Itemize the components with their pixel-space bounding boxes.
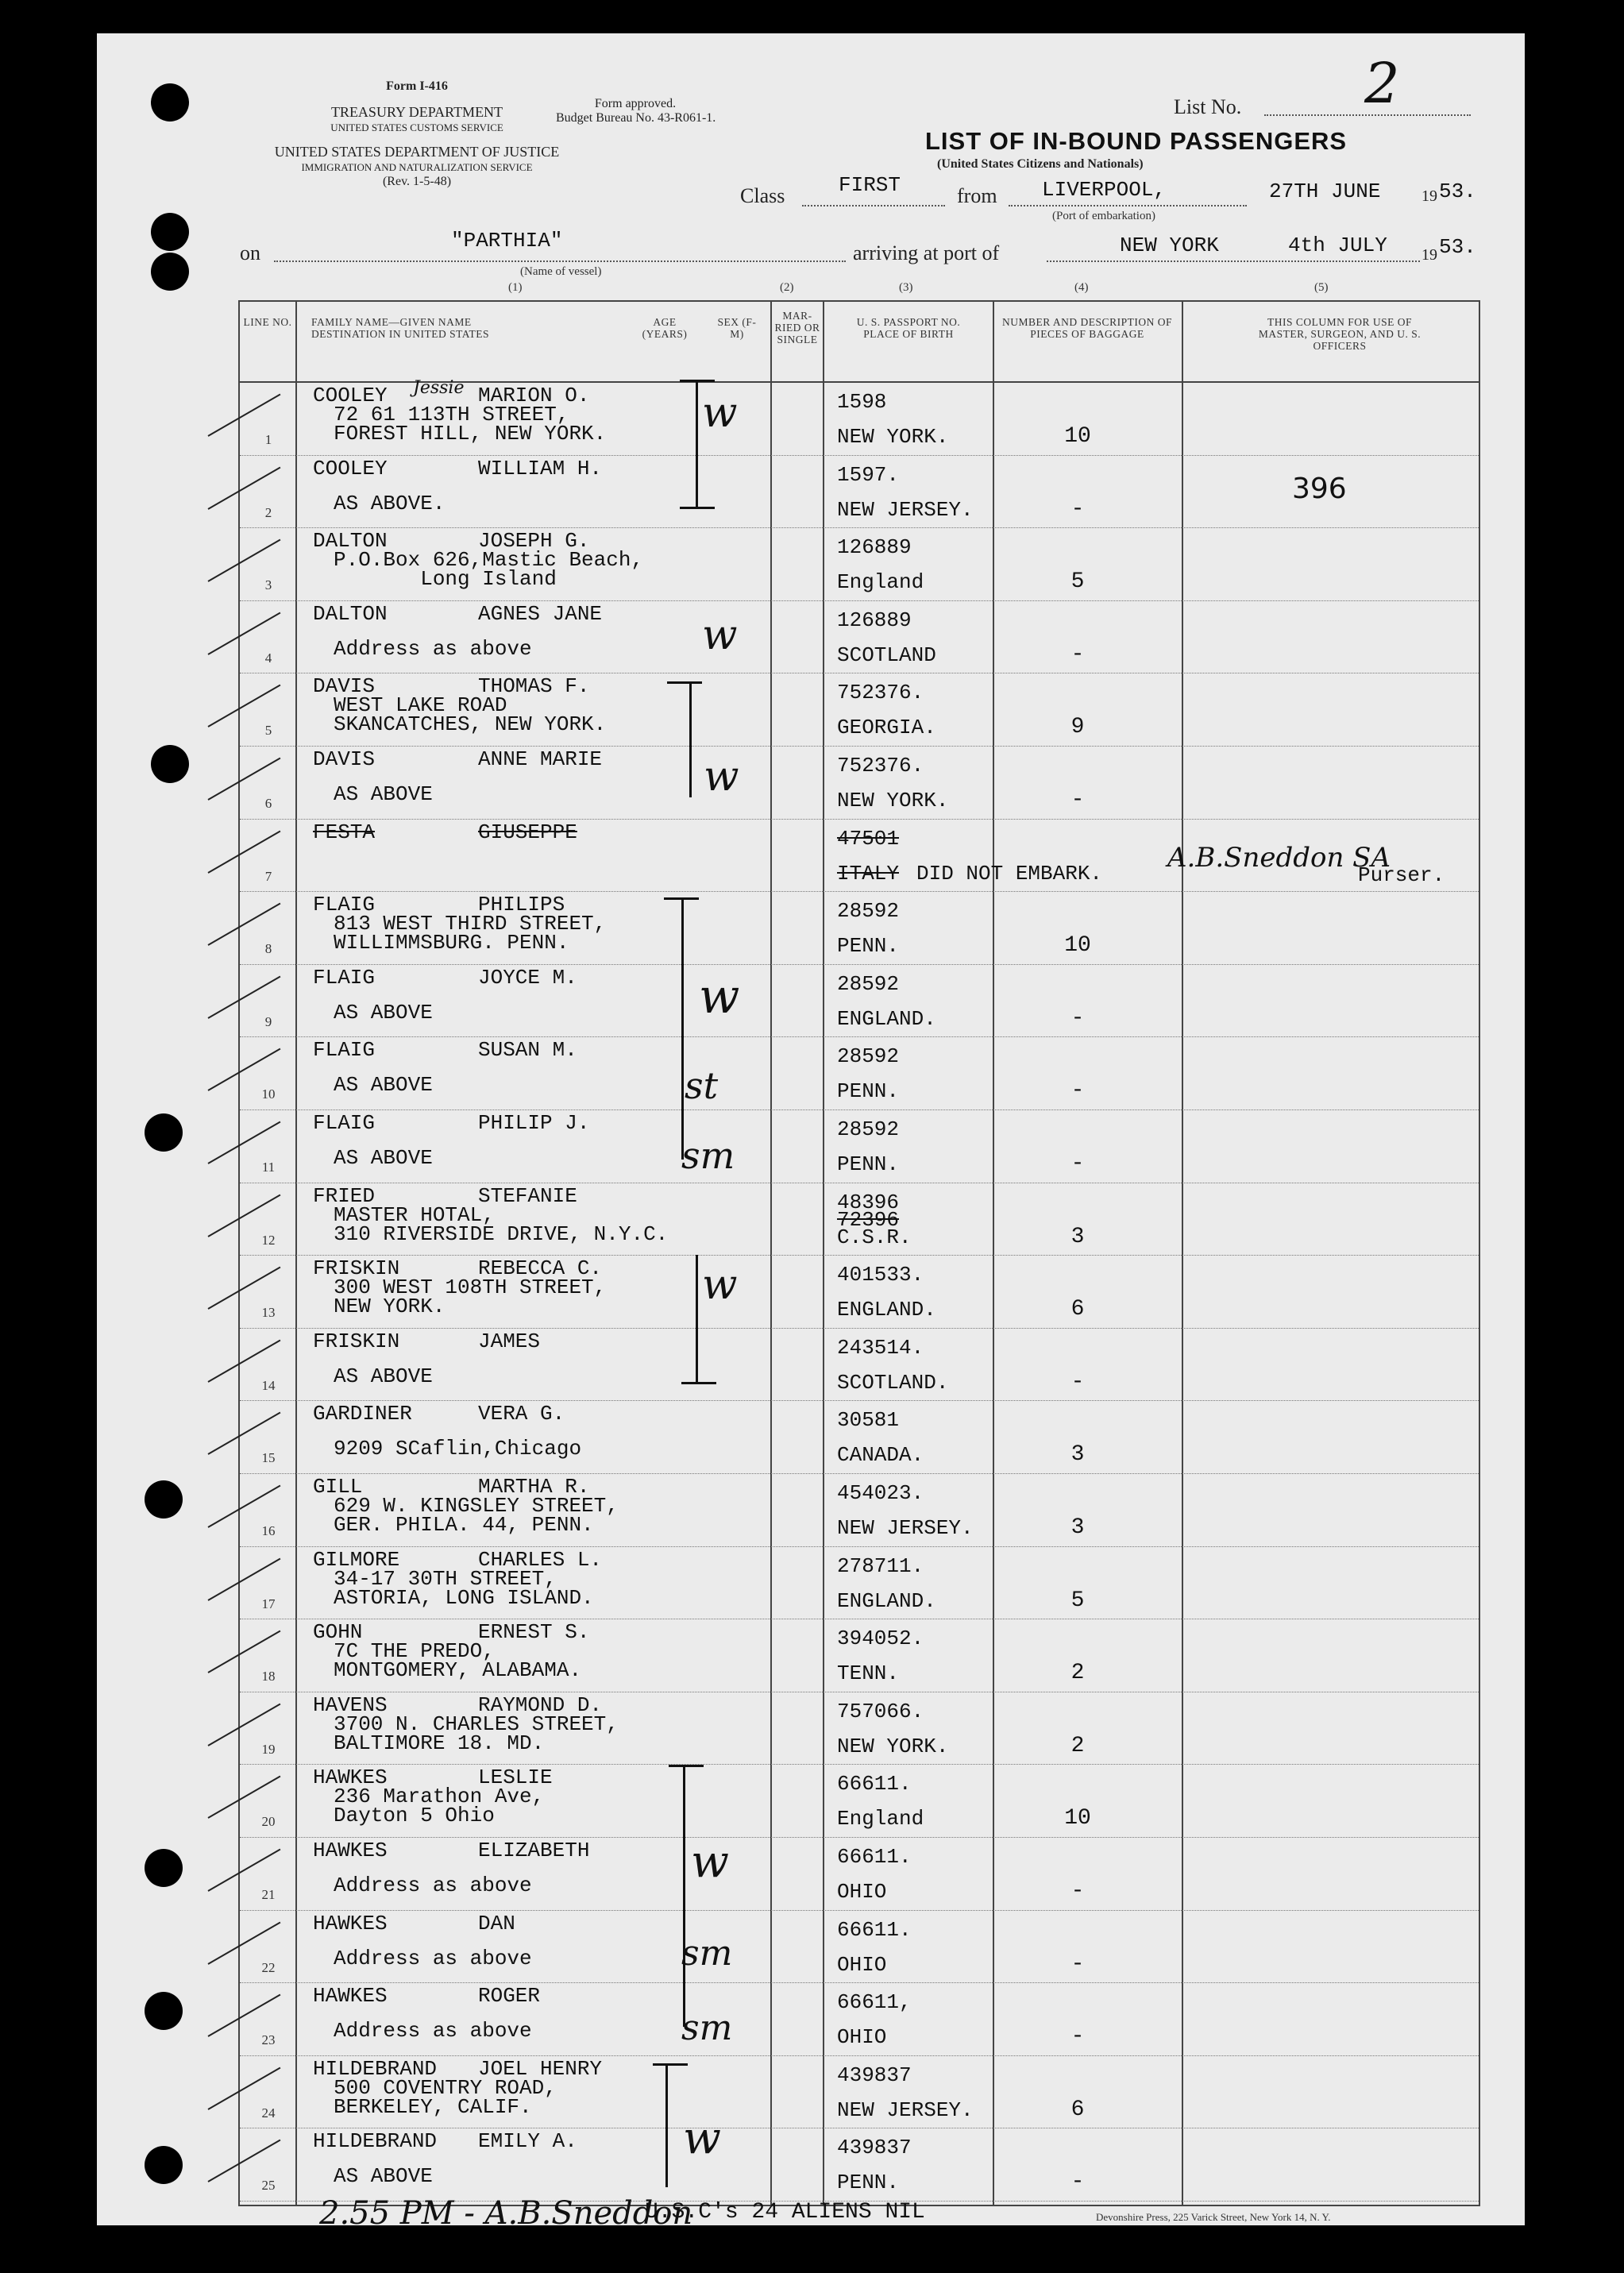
handwritten-given-name: Jessie xyxy=(413,378,465,398)
purser-signature: A.B.Sneddon SA xyxy=(1167,841,1391,874)
form-rev: (Rev. 1-5-48) xyxy=(382,175,452,188)
table-row xyxy=(240,601,1479,674)
arrival-line xyxy=(1047,260,1420,262)
line-number: 5 xyxy=(264,723,272,739)
form-approved: Form approved. xyxy=(594,97,677,110)
baggage-count: - xyxy=(1070,1879,1085,1904)
address-line-2: AS ABOVE xyxy=(334,2164,433,2189)
passport-number: 126889 xyxy=(837,608,912,632)
col-num-3: (3) xyxy=(899,281,913,294)
place-of-birth: PENN. xyxy=(837,934,900,959)
table-row xyxy=(240,965,1479,1038)
header-line-no: LINE NO. xyxy=(243,316,292,328)
list-no-label: List No. xyxy=(1174,95,1242,118)
given-name: DAN xyxy=(478,1911,515,1935)
baggage-count: 5 xyxy=(1070,1588,1085,1613)
place-of-birth: ITALY xyxy=(837,861,900,886)
family-name: HAWKES xyxy=(313,1766,388,1790)
place-of-birth: NEW YORK. xyxy=(837,425,949,449)
baggage-count: 10 xyxy=(1064,424,1091,449)
bracket-mark xyxy=(653,2063,688,2066)
address-line-2: GER. PHILA. 44, PENN. xyxy=(334,1513,594,1537)
col-num-4: (4) xyxy=(1074,281,1089,294)
budget-bureau: Budget Bureau No. 43-R061-1. xyxy=(556,111,716,125)
baggage-count: - xyxy=(1070,788,1085,812)
family-name: FRISKIN xyxy=(313,1256,400,1281)
address-line-2: NEW YORK. xyxy=(334,1295,446,1319)
line-number: 7 xyxy=(264,868,272,884)
family-name: FESTA xyxy=(313,820,376,844)
bottom-handwritten: 2.55 PM - A.B.Sneddon xyxy=(319,2195,693,2232)
baggage-count: - xyxy=(1070,2170,1085,2195)
given-name: THOMAS F. xyxy=(478,674,590,699)
place-of-birth: ENGLAND. xyxy=(837,1298,936,1322)
binder-hole xyxy=(151,83,189,122)
family-name: GOHN xyxy=(313,1620,363,1645)
family-name: HAWKES xyxy=(313,1984,388,2009)
document-title: LIST OF IN-BOUND PASSENGERS xyxy=(925,127,1348,155)
port-embark-line xyxy=(1009,205,1247,206)
binder-hole xyxy=(145,1113,183,1152)
justice-dept: UNITED STATES DEPARTMENT OF JUSTICE xyxy=(274,144,560,160)
family-name: DAVIS xyxy=(313,674,376,699)
bottom-citizens-count: U.S.C's 24 ALIENS NIL xyxy=(645,2200,925,2225)
baggage-count: 5 xyxy=(1070,569,1085,595)
bracket-mark xyxy=(696,380,698,507)
address-line-1: 500 COVENTRY ROAD, xyxy=(334,2075,557,2100)
family-name: HAWKES xyxy=(313,1911,388,1935)
arrival-date: 4th JULY xyxy=(1288,233,1387,257)
baggage-count: 3 xyxy=(1070,1224,1085,1249)
header-sex: SEX (F-M) xyxy=(717,316,757,340)
on-label: on xyxy=(240,241,260,264)
given-name: ROGER xyxy=(478,1984,541,2009)
bracket-mark xyxy=(683,1765,685,2027)
line-number: 6 xyxy=(264,796,272,811)
sex-mark-w: w xyxy=(702,1261,738,1309)
table-row xyxy=(240,2056,1479,2129)
table-row xyxy=(240,378,1479,456)
line-number: 15 xyxy=(261,1450,276,1466)
address-line-2: SKANCATCHES, NEW YORK. xyxy=(334,712,607,737)
given-name: ERNEST S. xyxy=(478,1620,590,1645)
passport-number: 394052. xyxy=(837,1627,924,1651)
baggage-count: - xyxy=(1070,1152,1085,1176)
vessel-line xyxy=(274,260,846,262)
line-number: 21 xyxy=(261,1887,276,1902)
address-line-1: 629 W. KINGSLEY STREET, xyxy=(334,1494,619,1518)
arrival-year: 53. xyxy=(1439,235,1476,259)
family-name: COOLEY xyxy=(313,384,388,407)
table-row xyxy=(240,1547,1479,1620)
header-married: MAR-RIED OR SINGLE xyxy=(774,310,820,345)
sex-mark: sm xyxy=(681,1933,733,1974)
table-row xyxy=(240,1401,1479,1474)
passport-number: 66611. xyxy=(837,1772,912,1796)
bracket-mark xyxy=(681,1382,716,1384)
line-number: 2 xyxy=(264,504,272,520)
line-number: 24 xyxy=(261,2105,276,2121)
address-line-1: 236 Marathon Ave, xyxy=(334,1785,545,1809)
place-of-birth: NEW YORK. xyxy=(837,789,949,812)
arrival-year-prefix: 19 xyxy=(1421,246,1437,264)
passport-number: 66611. xyxy=(837,1845,912,1869)
sex-mark-w: w xyxy=(699,969,740,1025)
given-name: CHARLES L. xyxy=(478,1547,603,1572)
table-row xyxy=(240,2128,1479,2202)
sex-mark-w: w xyxy=(704,753,739,801)
table-row xyxy=(240,456,1479,529)
address-line-1: 813 WEST THIRD STREET, xyxy=(334,912,607,936)
family-name: HILDEBRAND xyxy=(313,2056,438,2081)
baggage-count: - xyxy=(1070,1951,1085,1977)
line-number: 25 xyxy=(261,2178,276,2194)
table-row xyxy=(240,820,1479,893)
place-of-birth: PENN. xyxy=(837,1079,900,1104)
printer-credit: Devonshire Press, 225 Varick Street, New York 14, N. Y. xyxy=(1096,2211,1331,2223)
family-name: FRIED xyxy=(313,1183,376,1208)
address-line-1: MASTER HOTAL, xyxy=(334,1202,495,1227)
did-not-embark-note: DID NOT EMBARK. xyxy=(916,861,1103,886)
line-number: 19 xyxy=(261,1741,276,1757)
line-number: 14 xyxy=(261,1377,276,1393)
baggage-count: - xyxy=(1070,1369,1085,1395)
embark-year-prefix: 19 xyxy=(1421,187,1437,205)
baggage-count: 6 xyxy=(1070,1297,1085,1322)
address-line-1: P.O.Box 626,Mastic Beach, xyxy=(334,548,644,573)
line-number: 8 xyxy=(264,941,272,957)
bracket-mark xyxy=(669,1765,704,1767)
family-name: FLAIG xyxy=(313,965,376,990)
binder-hole xyxy=(145,1849,183,1887)
col-num-5: (5) xyxy=(1314,281,1329,294)
table-row xyxy=(240,528,1479,601)
passport-number-struck: 72396 xyxy=(837,1207,900,1232)
passport-number: 28592 xyxy=(837,971,900,996)
address-line-1: 3700 N. CHARLES STREET, xyxy=(334,1712,619,1736)
address-line-2: AS ABOVE xyxy=(334,782,433,806)
baggage-count: - xyxy=(1070,1079,1085,1104)
table-row xyxy=(240,1037,1479,1110)
line-number: 13 xyxy=(261,1305,276,1321)
line-number: 12 xyxy=(261,1232,276,1248)
address-line-1: 7C THE PREDO, xyxy=(334,1639,495,1664)
passport-number: 66611, xyxy=(837,1990,912,2015)
given-name: VERA G. xyxy=(478,1402,565,1426)
line-number: 3 xyxy=(264,577,272,593)
passport-number: 243514. xyxy=(837,1335,924,1360)
baggage-count: 9 xyxy=(1070,715,1085,740)
place-of-birth: NEW JERSEY. xyxy=(837,497,974,522)
family-name: GILL xyxy=(313,1475,363,1499)
col-num-1: (1) xyxy=(508,281,523,294)
family-name: GARDINER xyxy=(313,1402,412,1426)
line-number: 23 xyxy=(261,2032,276,2048)
table-row xyxy=(240,1619,1479,1692)
family-name: DAVIS xyxy=(313,747,376,771)
family-name: FLAIG xyxy=(313,1111,376,1135)
line-number: 20 xyxy=(261,1814,276,1830)
address-line-2: Address as above xyxy=(334,1874,532,1897)
table-row xyxy=(240,673,1479,747)
given-name: PHILIP J. xyxy=(478,1111,590,1135)
bracket-mark xyxy=(681,897,684,1160)
passport-number: 30581 xyxy=(837,1408,900,1433)
passport-number: 439837 xyxy=(837,2136,912,2160)
form-id: Form I-416 xyxy=(386,79,448,93)
passport-number: 454023. xyxy=(837,1481,924,1505)
sex-mark: sm xyxy=(681,1134,735,1177)
baggage-count: - xyxy=(1070,496,1085,522)
line-number: 16 xyxy=(261,1523,276,1538)
baggage-count: 3 xyxy=(1070,1515,1085,1540)
vessel-name: "PARTHIA" xyxy=(451,229,563,253)
address-line-2: AS ABOVE xyxy=(334,1364,433,1388)
passport-number: 752376. xyxy=(837,754,924,778)
sex-mark-w: w xyxy=(702,612,738,659)
baggage-count: 2 xyxy=(1070,1733,1085,1758)
family-name: COOLEY xyxy=(313,456,388,480)
arriving-label: arriving at port of xyxy=(853,241,1000,264)
col-num-2: (2) xyxy=(780,281,794,294)
passport-number: 28592 xyxy=(837,899,900,924)
address-line-2: Address as above xyxy=(334,2019,532,2043)
baggage-count: - xyxy=(1070,642,1085,667)
passport-number: 48396 xyxy=(837,1190,900,1214)
given-name: STEFANIE xyxy=(478,1183,577,1208)
address-line-2: Address as above xyxy=(334,636,532,661)
arrival-port: NEW YORK xyxy=(1120,233,1219,257)
binder-hole xyxy=(145,2146,183,2184)
place-of-birth: England xyxy=(837,570,924,595)
place-of-birth: CANADA. xyxy=(837,1443,924,1468)
address-line-2: Dayton 5 Ohio xyxy=(334,1804,495,1828)
place-of-birth: NEW JERSEY. xyxy=(837,2097,974,2122)
bracket-mark xyxy=(667,681,702,684)
address-line-2: BALTIMORE 18. MD. xyxy=(334,1731,545,1755)
binder-hole xyxy=(151,213,189,251)
place-of-birth: ENGLAND. xyxy=(837,1588,936,1613)
passport-number: 401533. xyxy=(837,1263,924,1287)
baggage-count: - xyxy=(1070,2024,1085,2050)
table-row xyxy=(240,1911,1479,1984)
place-of-birth: NEW YORK. xyxy=(837,1734,949,1758)
table-row xyxy=(240,1183,1479,1256)
table-row xyxy=(240,747,1479,820)
family-name: HAVENS xyxy=(313,1692,388,1717)
table-row xyxy=(240,1256,1479,1329)
address-line-2: Long Island xyxy=(334,567,557,592)
baggage-count: 10 xyxy=(1064,933,1091,959)
line-number: 4 xyxy=(264,650,272,666)
line-number: 18 xyxy=(261,1669,276,1684)
family-name: FLAIG xyxy=(313,893,376,917)
class-value: FIRST xyxy=(839,173,901,197)
place-of-birth: GEORGIA. xyxy=(837,716,936,740)
table-row xyxy=(240,892,1479,965)
baggage-count: 6 xyxy=(1070,2097,1085,2122)
address-line-1: 72 61 113TH STREET, xyxy=(334,403,569,426)
officer-note: 396 xyxy=(1292,473,1347,505)
given-name: SUSAN M. xyxy=(478,1038,577,1063)
address-line-2: Address as above xyxy=(334,1946,532,1970)
address-line-2: BERKELEY, CALIF. xyxy=(334,2094,532,2119)
family-name: GILMORE xyxy=(313,1547,400,1572)
address-line-2: AS ABOVE xyxy=(334,1073,433,1098)
address-line-2: FOREST HILL, NEW YORK. xyxy=(334,422,607,446)
baggage-count: - xyxy=(1070,1005,1085,1031)
passport-number: 757066. xyxy=(837,1699,924,1723)
given-name: WILLIAM H. xyxy=(478,456,603,480)
passport-number: 752376. xyxy=(837,681,924,705)
address-line-2: MONTGOMERY, ALABAMA. xyxy=(334,1658,582,1683)
passport-number: 126889 xyxy=(837,535,912,560)
passport-number: 278711. xyxy=(837,1553,924,1578)
given-name: EMILY A. xyxy=(478,2129,577,2154)
address-line-1: 34-17 30TH STREET, xyxy=(334,1566,557,1591)
header-passport: U. S. PASSPORT NO. PLACE OF BIRTH xyxy=(856,316,961,340)
customs-service: UNITED STATES CUSTOMS SERVICE xyxy=(330,122,503,133)
address-line-2: WILLIMMSBURG. PENN. xyxy=(334,931,569,955)
given-name: LESLIE xyxy=(478,1766,553,1790)
place-of-birth: TENN. xyxy=(837,1661,900,1686)
place-of-birth: PENN. xyxy=(837,1152,900,1176)
given-name: JAMES xyxy=(478,1329,541,1353)
table-row xyxy=(240,1474,1479,1547)
line-number: 9 xyxy=(264,1013,272,1029)
bracket-mark xyxy=(680,507,715,509)
passport-number: 439837 xyxy=(837,2063,912,2087)
line-number: 22 xyxy=(261,1959,276,1975)
binder-hole xyxy=(151,745,189,783)
line-number: 10 xyxy=(261,1086,276,1102)
sex-mark-w: w xyxy=(702,389,738,437)
given-name: JOYCE M. xyxy=(478,965,577,990)
table-row xyxy=(240,1329,1479,1402)
bracket-mark xyxy=(689,681,692,797)
passenger-table xyxy=(238,300,1480,2206)
line-number: 17 xyxy=(261,1596,276,1611)
place-of-birth: OHIO xyxy=(837,2025,887,2050)
passport-number: 1597. xyxy=(837,462,900,487)
bracket-mark xyxy=(665,2063,668,2187)
given-name: PHILIPS xyxy=(478,893,565,917)
bracket-mark xyxy=(680,380,715,382)
family-name: HILDEBRAND xyxy=(313,2129,438,2154)
place-of-birth: ENGLAND. xyxy=(837,1006,936,1031)
purser-label: Purser. xyxy=(1358,863,1445,887)
given-name: REBECCA C. xyxy=(478,1256,603,1281)
given-name: GIUSEPPE xyxy=(478,820,577,844)
family-name: DALTON xyxy=(313,601,388,626)
header-officers: THIS COLUMN FOR USE OF MASTER, SURGEON, AND U. S. OFFICERS xyxy=(1258,316,1421,352)
table-row xyxy=(240,1983,1479,2056)
binder-hole xyxy=(145,1480,183,1519)
treasury-dept: TREASURY DEPARTMENT xyxy=(330,104,503,120)
address-line-1: WEST LAKE ROAD xyxy=(334,693,507,718)
ins-service: IMMIGRATION AND NATURALIZATION SERVICE xyxy=(301,161,533,173)
vessel-caption: (Name of vessel) xyxy=(520,265,602,278)
embark-year: 53. xyxy=(1439,179,1476,203)
given-name: ANNE MARIE xyxy=(478,747,603,771)
sex-mark-w: w xyxy=(691,1836,729,1888)
baggage-count: 10 xyxy=(1064,1806,1091,1831)
passport-number: 1598 xyxy=(837,390,887,414)
header-baggage: NUMBER AND DESCRIPTION OF PIECES OF BAGGAGE xyxy=(1002,316,1172,340)
class-line xyxy=(802,205,945,206)
given-name: AGNES JANE xyxy=(478,601,603,626)
place-of-birth: OHIO xyxy=(837,1952,887,1977)
address-line-2: AS ABOVE xyxy=(334,1000,433,1025)
family-name: HAWKES xyxy=(313,1839,388,1862)
address-line-2: ASTORIA, LONG ISLAND. xyxy=(334,1585,594,1610)
sex-mark-w: w xyxy=(683,2113,721,2164)
bracket-mark xyxy=(696,1255,698,1382)
header-age: AGE (YEARS) xyxy=(642,316,688,340)
place-of-birth: C.S.R. xyxy=(837,1225,912,1249)
family-name: DALTON xyxy=(313,529,388,554)
family-name: FRISKIN xyxy=(313,1329,400,1353)
address-line-1: 300 WEST 108TH STREET, xyxy=(334,1275,607,1300)
family-name: FLAIG xyxy=(313,1038,376,1063)
table-row xyxy=(240,1838,1479,1911)
bracket-mark xyxy=(664,897,699,900)
given-name: JOEL HENRY xyxy=(478,2056,603,2081)
header-name: FAMILY NAME—GIVEN NAME DESTINATION IN UNITED STATES xyxy=(311,316,490,340)
address-line-2: 9209 SCaflin,Chicago xyxy=(334,1437,582,1461)
place-of-birth: OHIO xyxy=(837,1880,887,1904)
handwritten-page-number: 2 xyxy=(1364,51,1400,116)
embark-date: 27TH JUNE xyxy=(1269,179,1381,203)
given-name: JOSEPH G. xyxy=(478,529,590,554)
sex-mark: sm xyxy=(681,2008,733,2048)
document-subtitle: (United States Citizens and Nationals) xyxy=(937,157,1144,171)
passport-number: 28592 xyxy=(837,1044,900,1069)
port-embark-caption: (Port of embarkation) xyxy=(1052,210,1155,222)
given-name: RAYMOND D. xyxy=(478,1692,603,1717)
class-label: Class xyxy=(740,184,785,207)
address-line-2: AS ABOVE xyxy=(334,1146,433,1170)
baggage-count: 3 xyxy=(1070,1442,1085,1468)
binder-hole xyxy=(145,1992,183,2030)
place-of-birth: NEW JERSEY. xyxy=(837,1516,974,1540)
place-of-birth: England xyxy=(837,1807,924,1831)
given-name: MARTHA R. xyxy=(478,1475,590,1499)
place-of-birth: PENN. xyxy=(837,2171,900,2195)
given-name: ELIZABETH xyxy=(478,1839,590,1862)
address-line-2: AS ABOVE. xyxy=(334,491,446,515)
given-name: MARION O. xyxy=(478,384,590,407)
table-row xyxy=(240,1692,1479,1766)
binder-hole xyxy=(151,253,189,291)
passport-number: 66611. xyxy=(837,1917,912,1942)
from-label: from xyxy=(957,184,997,207)
passport-number: 28592 xyxy=(837,1117,900,1141)
place-of-birth: SCOTLAND xyxy=(837,643,936,667)
address-line-2: 310 RIVERSIDE DRIVE, N.Y.C. xyxy=(334,1221,669,1246)
passport-number: 47501 xyxy=(837,826,900,851)
port-embarkation: LIVERPOOL, xyxy=(1042,178,1167,202)
place-of-birth: SCOTLAND. xyxy=(837,1370,949,1395)
line-number: 11 xyxy=(261,1160,276,1175)
sex-mark: st xyxy=(685,1064,719,1107)
baggage-count: 2 xyxy=(1070,1661,1085,1686)
line-number: 1 xyxy=(264,432,272,447)
table-row xyxy=(240,1110,1479,1183)
table-row xyxy=(240,1765,1479,1838)
